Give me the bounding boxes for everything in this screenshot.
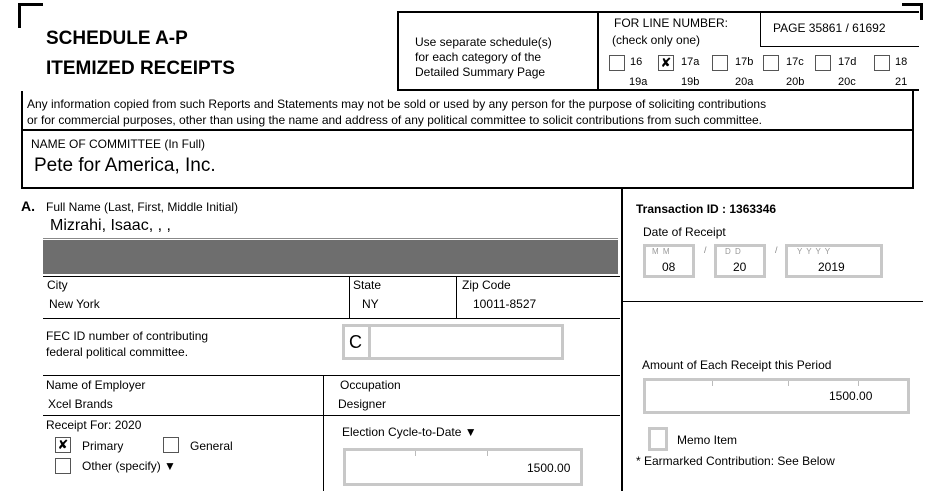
earmark-note: * Earmarked Contribution: See Below	[636, 454, 835, 468]
line-17a-checkbox[interactable]: ✘	[658, 55, 674, 71]
disclaimer-line-2: or for commercial purposes, other than using the name and address of any political committee to solicit contributions from such committee.	[27, 113, 763, 127]
cycle-tick	[487, 451, 488, 456]
line-18-label: 18	[895, 56, 908, 68]
primary-checkbox[interactable]: ✘	[55, 437, 71, 453]
memo-item-label: Memo Item	[677, 433, 738, 447]
schedule-subtitle: ITEMIZED RECEIPTS	[46, 58, 235, 79]
cycle-label: Election Cycle-to-Date ▼	[342, 425, 477, 439]
employer-value: Xcel Brands	[48, 397, 113, 411]
committee-name: Pete for America, Inc.	[34, 155, 216, 176]
general-label: General	[190, 439, 233, 453]
line-17c-checkbox[interactable]	[763, 55, 779, 71]
occupation-label: Occupation	[340, 378, 401, 392]
cycle-tick	[415, 451, 416, 456]
disclaimer-line-1: Any information copied from such Reports and Statements may not be sold or used by any person for the purpose of soliciting contributions	[27, 97, 767, 111]
line-20b-label: 20b	[786, 76, 805, 88]
line-19a-label: 19a	[629, 76, 648, 88]
full-name-underline	[43, 238, 618, 239]
employer-row-top-rule	[43, 375, 620, 376]
other-label: Other (specify) ▼	[82, 459, 176, 473]
line-17a-label: 17a	[681, 56, 700, 68]
check-only-one-label: (check only one)	[612, 33, 701, 47]
line-16-label: 16	[630, 56, 643, 68]
primary-label: Primary	[82, 439, 124, 453]
line-20c-label: 20c	[838, 76, 856, 88]
full-name-label: Full Name (Last, First, Middle Initial)	[46, 200, 239, 214]
other-checkbox[interactable]	[55, 458, 71, 474]
page-number: PAGE 35861 / 61692	[773, 21, 886, 35]
fec-id-field[interactable]	[342, 324, 564, 360]
city-row-top-rule	[43, 276, 620, 277]
memo-item-checkbox[interactable]	[648, 427, 668, 451]
line-17b-checkbox[interactable]	[712, 55, 728, 71]
committee-label: NAME OF COMMITTEE (In Full)	[31, 137, 205, 151]
date-year-hint: Y Y Y Y	[797, 247, 832, 256]
date-month: 08	[662, 260, 676, 274]
amount-tick	[858, 381, 859, 386]
right-column-rule	[623, 301, 923, 302]
occupation-divider	[323, 375, 324, 491]
amount-tick	[788, 381, 789, 386]
fec-label-line-2: federal political committee.	[46, 345, 189, 359]
city-label: City	[47, 278, 68, 292]
instruction-line-3: Detailed Summary Page	[415, 65, 546, 79]
date-day-hint: D D	[725, 247, 742, 256]
instruction-line-2: for each category of the	[415, 50, 542, 64]
employer-row-bottom-rule	[43, 415, 620, 416]
line-21-label: 21	[895, 76, 908, 88]
line-17b-label: 17b	[735, 56, 754, 68]
fec-prefix: C	[349, 332, 362, 352]
amount-label: Amount of Each Receipt this Period	[642, 358, 832, 372]
city-value: New York	[49, 297, 100, 311]
transaction-id: Transaction ID : 1363346	[636, 202, 777, 216]
line-19b-label: 19b	[681, 76, 700, 88]
line-17d-checkbox[interactable]	[815, 55, 831, 71]
section-letter: A.	[21, 198, 35, 214]
for-line-label: FOR LINE NUMBER:	[614, 16, 729, 30]
right-column-divider	[621, 189, 623, 491]
date-month-hint: M M	[652, 247, 671, 256]
occupation-value: Designer	[338, 397, 387, 411]
cycle-amount: 1500.00	[527, 461, 571, 475]
fec-label-line-1: FEC ID number of contributing	[46, 329, 209, 343]
date-separator-1: /	[704, 245, 707, 255]
state-divider	[349, 276, 350, 318]
amount-tick	[712, 381, 713, 386]
state-label: State	[353, 278, 382, 292]
employer-label: Name of Employer	[46, 378, 146, 392]
schedule-title: SCHEDULE A-P	[46, 28, 188, 49]
instruction-line-1: Use separate schedule(s)	[415, 35, 552, 49]
zip-label: Zip Code	[462, 278, 511, 292]
state-value: NY	[362, 297, 379, 311]
line-16-checkbox[interactable]	[609, 55, 625, 71]
date-year: 2019	[818, 260, 845, 274]
redacted-address	[43, 240, 618, 274]
zip-divider	[456, 276, 457, 318]
city-row-bottom-rule	[43, 318, 620, 319]
date-label: Date of Receipt	[643, 225, 726, 239]
zip-value: 10011-8527	[473, 297, 537, 311]
line-20a-label: 20a	[735, 76, 754, 88]
general-checkbox[interactable]	[163, 437, 179, 453]
date-separator-2: /	[775, 245, 778, 255]
line-18-checkbox[interactable]	[874, 55, 890, 71]
line-17c-label: 17c	[786, 56, 804, 68]
full-name-value: Mizrahi, Isaac, , ,	[50, 217, 171, 234]
line-17d-label: 17d	[838, 56, 857, 68]
receipt-for-label: Receipt For: 2020	[46, 418, 142, 432]
date-day: 20	[733, 260, 747, 274]
amount-value: 1500.00	[829, 389, 873, 403]
corner-mark-left	[18, 3, 43, 28]
